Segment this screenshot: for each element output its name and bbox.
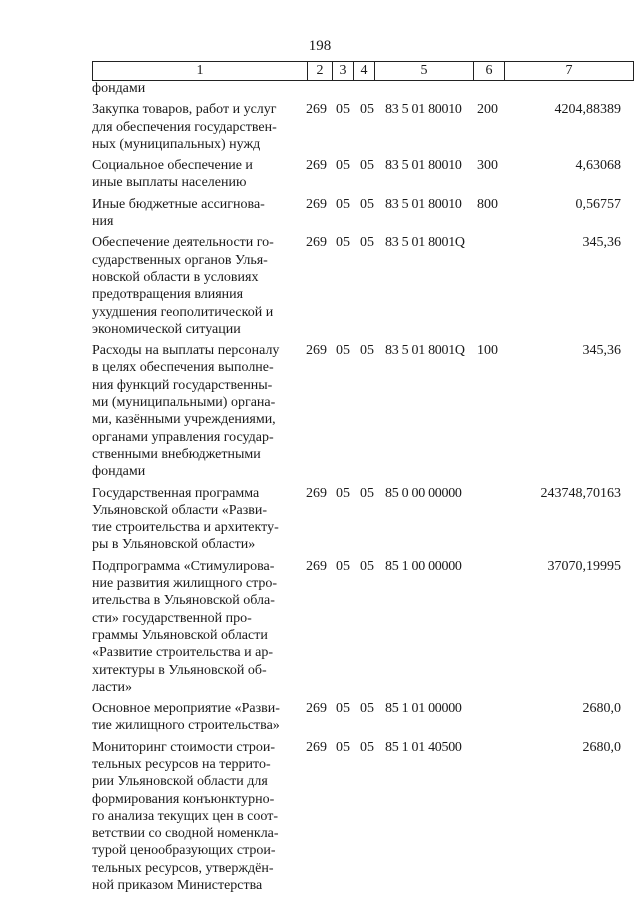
- row-code-target: 83 5 01 80010: [385, 158, 462, 174]
- row-name-line: Социальное обеспечение и: [92, 158, 253, 174]
- row-code-section: 05: [336, 102, 350, 118]
- row-name-line: фондами: [92, 464, 146, 480]
- table-row: [92, 157, 632, 192]
- row-code-section: 05: [336, 558, 350, 574]
- row-name-line: сти» государственной про-: [92, 610, 252, 626]
- row-amount: 345,36: [582, 235, 621, 251]
- row-code-subsection: 05: [360, 343, 374, 359]
- row-code-section: 05: [336, 701, 350, 717]
- header-col-5: 5: [375, 62, 474, 81]
- row-name-line: хитектуры в Ульяновской об-: [92, 662, 267, 678]
- row-name-line: ственными внебюджетными: [92, 446, 261, 462]
- row-code-expense-type: 800: [477, 196, 498, 212]
- row-code-expense-type: [477, 80, 509, 97]
- row-name-line: тие жилищного строительства»: [92, 718, 280, 734]
- row-amount: 345,36: [582, 343, 621, 359]
- row-name-line: ных (муниципальных) нужд: [92, 136, 261, 152]
- row-code-section: 05: [336, 739, 350, 755]
- row-amount: 4204,88389: [554, 102, 621, 118]
- header-col-1: 1: [93, 62, 308, 81]
- row-code-expense-type: 300: [477, 158, 498, 174]
- row-amount: [509, 80, 623, 97]
- row-name-line: го анализа текущих цен в соот-: [92, 808, 278, 824]
- table-row: [92, 196, 632, 231]
- row-name-line: ние развития жилищного стро-: [92, 576, 278, 592]
- row-code-target: 85 0 00 00000: [385, 485, 462, 501]
- row-name-line: тельных ресурсов, утверждён-: [92, 860, 274, 876]
- row-name-line: тие строительства и архитекту-: [92, 520, 279, 536]
- table-body: [92, 80, 632, 898]
- table-row: [92, 700, 632, 735]
- row-code-ministry: [300, 80, 336, 97]
- table-row: [92, 101, 632, 153]
- row-code-ministry: 269: [306, 739, 327, 755]
- row-name-line: Подпрограмма «Стимулирова-: [92, 558, 275, 574]
- row-code-ministry: 269: [306, 196, 327, 212]
- row-name: [92, 101, 300, 153]
- row-code-subsection: 05: [360, 701, 374, 717]
- row-code-section: [336, 80, 360, 97]
- row-name-line: ветствии со сводной номенкла-: [92, 826, 279, 842]
- row-name-line: органами управления государ-: [92, 429, 274, 445]
- row-code-subsection: 05: [360, 196, 374, 212]
- table-row: [92, 739, 632, 895]
- row-name-line: Ульяновской области «Разви-: [92, 502, 268, 518]
- row-code-subsection: [360, 80, 385, 97]
- row-name-line: для обеспечения государствен-: [92, 119, 277, 135]
- row-name-line: Расходы на выплаты персоналу: [92, 343, 280, 359]
- row-name-line: рии Ульяновской области для: [92, 774, 268, 790]
- row-amount: 37070,19995: [547, 558, 621, 574]
- header-col-7: 7: [505, 62, 634, 81]
- row-name-line: ры в Ульяновской области»: [92, 537, 256, 553]
- row-code-ministry: 269: [306, 485, 327, 501]
- row-name-line: ми (муниципальными) органа-: [92, 395, 276, 411]
- row-name-line: Обеспечение деятельности го-: [92, 235, 274, 251]
- row-code-ministry: 269: [306, 343, 327, 359]
- row-code-subsection: 05: [360, 739, 374, 755]
- row-code-target: 83 5 01 80010: [385, 196, 462, 212]
- row-name-line: тельных ресурсов на террито-: [92, 756, 271, 772]
- table-row: [92, 558, 632, 696]
- row-name-line: сударственных органов Улья-: [92, 252, 268, 268]
- row-name-line: Мониторинг стоимости строи-: [92, 739, 276, 755]
- table-row: [92, 485, 632, 554]
- row-name-line: ласти»: [92, 679, 133, 695]
- row-name-line: экономической ситуации: [92, 321, 241, 337]
- row-amount: 2680,0: [582, 701, 621, 717]
- row-name-line: Иные бюджетные ассигнова-: [92, 196, 265, 212]
- row-code-expense-type: 200: [477, 102, 498, 118]
- row-name-line: новской области в условиях: [92, 269, 259, 285]
- row-code-ministry: 269: [306, 701, 327, 717]
- row-name-line: граммы Ульяновской области: [92, 627, 268, 643]
- table-header: [92, 61, 634, 81]
- row-name: [92, 739, 300, 895]
- header-col-6: 6: [474, 62, 505, 81]
- row-code-target: 83 5 01 80010: [385, 102, 462, 118]
- row-amount: 4,63068: [575, 158, 621, 174]
- row-code-section: 05: [336, 235, 350, 251]
- row-code-subsection: 05: [360, 485, 374, 501]
- row-name-line: иные выплаты населению: [92, 175, 247, 191]
- row-code-section: 05: [336, 158, 350, 174]
- row-name-line: формирования конъюнктурно-: [92, 791, 275, 807]
- row-code-subsection: 05: [360, 102, 374, 118]
- row-code-subsection: 05: [360, 235, 374, 251]
- row-name-line: турой ценообразующих строи-: [92, 843, 276, 859]
- row-code-expense-type: [477, 234, 509, 338]
- table-row: [92, 234, 632, 338]
- row-name: [92, 234, 300, 338]
- row-name: [92, 342, 300, 480]
- row-code-section: 05: [336, 196, 350, 212]
- row-code-expense-type: [477, 485, 509, 554]
- row-code-expense-type: 100: [477, 343, 498, 359]
- row-name-line: «Развитие строительства и ар-: [92, 645, 273, 661]
- row-name: [92, 558, 300, 696]
- row-code-expense-type: [477, 700, 509, 735]
- row-code-section: 05: [336, 485, 350, 501]
- row-name-line: ухудшения геополитической и: [92, 304, 274, 320]
- row-code-subsection: 05: [360, 558, 374, 574]
- row-code-expense-type: [477, 558, 509, 696]
- row-name-line: Основное мероприятие «Разви-: [92, 701, 280, 717]
- table-row: [92, 342, 632, 480]
- row-code-expense-type: [477, 739, 509, 895]
- row-name-line: ительства в Ульяновской обла-: [92, 593, 275, 609]
- row-code-ministry: 269: [306, 558, 327, 574]
- row-name-line: фондами: [92, 81, 146, 96]
- row-amount: 243748,70163: [540, 485, 621, 501]
- row-name: [92, 485, 300, 554]
- row-code-subsection: 05: [360, 158, 374, 174]
- row-name-line: предотвращения влияния: [92, 287, 244, 303]
- row-code-target: 83 5 01 8001Q: [385, 235, 465, 251]
- row-code-target: 83 5 01 8001Q: [385, 343, 465, 359]
- page-number: 198: [308, 38, 332, 54]
- header-col-3: 3: [333, 62, 354, 81]
- header-col-4: 4: [354, 62, 375, 81]
- row-name: [92, 700, 300, 735]
- row-code-ministry: 269: [306, 158, 327, 174]
- row-code-target: 85 1 01 00000: [385, 701, 462, 717]
- row-name-line: Закупка товаров, работ и услуг: [92, 102, 277, 118]
- row-code-target: 85 1 01 40500: [385, 739, 462, 755]
- row-name: [92, 157, 300, 192]
- row-amount: 0,56757: [575, 196, 621, 212]
- header-col-2: 2: [308, 62, 333, 81]
- row-name-line: ния: [92, 214, 114, 230]
- row-name-line: в целях обеспечения выполне-: [92, 360, 274, 376]
- row-name-line: ния функций государственны-: [92, 377, 273, 393]
- row-amount: 2680,0: [582, 739, 621, 755]
- row-code-ministry: 269: [306, 235, 327, 251]
- row-name: [92, 80, 300, 97]
- row-code-ministry: 269: [306, 102, 327, 118]
- row-name: [92, 196, 300, 231]
- row-name-line: ми, казёнными учреждениями,: [92, 412, 276, 428]
- row-name-line: ной приказом Министерства: [92, 878, 263, 894]
- row-name-line: Государственная программа: [92, 485, 260, 501]
- row-code-target: 85 1 00 00000: [385, 558, 462, 574]
- row-code-section: 05: [336, 343, 350, 359]
- table-row: [92, 80, 632, 97]
